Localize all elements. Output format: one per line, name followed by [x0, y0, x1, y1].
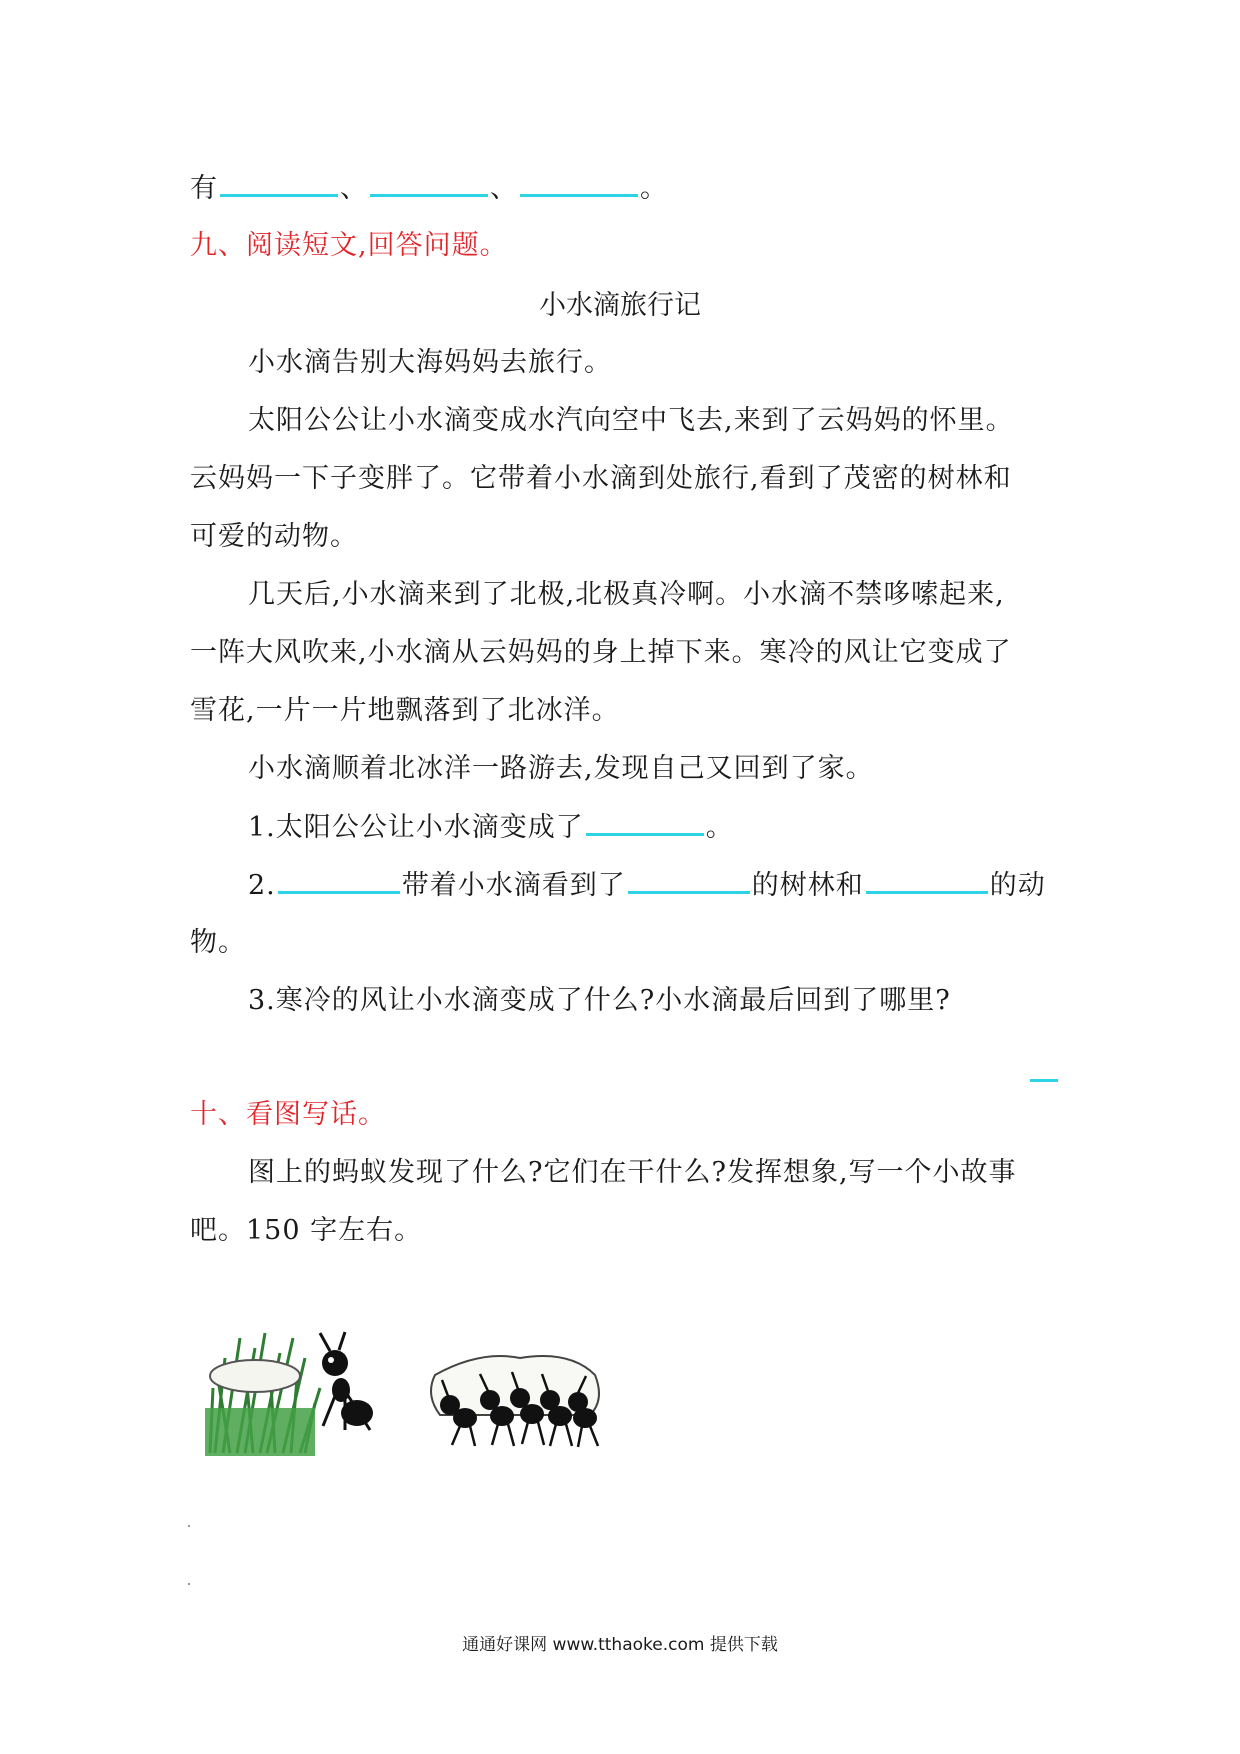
separator-1: 、: [340, 173, 368, 204]
paragraph-3-line-1: 几天后,小水滴来到了北极,北极真冷啊。小水滴不禁哆嗦起来,: [248, 579, 1005, 610]
question-3: 3.寒冷的风让小水滴变成了什么?小水滴最后回到了哪里?: [248, 985, 951, 1016]
answer-line-top: [190, 170, 668, 207]
paragraph-1: 小水滴告别大海妈妈去旅行。: [248, 347, 612, 378]
question-2-blank-2[interactable]: [628, 867, 750, 894]
question-2-text-2: 的树林和: [751, 870, 864, 901]
text-prefix: 有: [190, 173, 218, 204]
scan-speck: [188, 1583, 190, 1585]
paragraph-3-line-2: 一阵大风吹来,小水滴从云妈妈的身上掉下来。寒冷的风让它变成了: [190, 637, 1012, 668]
ants-carrying-bread-illustration: [420, 1330, 610, 1455]
question-2-line-2: 物。: [190, 927, 246, 958]
paragraph-2-line-3: 可爱的动物。: [190, 521, 358, 552]
separator-2: 、: [490, 173, 518, 204]
question-1-text: 1.太阳公公让小水滴变成了: [248, 812, 584, 843]
answer-line-short[interactable]: [1030, 1079, 1058, 1082]
paragraph-4: 小水滴顺着北冰洋一路游去,发现自己又回到了家。: [248, 753, 874, 784]
question-2-blank-3[interactable]: [866, 867, 988, 894]
question-2-blank-1[interactable]: [278, 867, 400, 894]
writing-prompt-line-2: 吧。150 字左右。: [190, 1215, 423, 1246]
question-2: [248, 867, 1046, 904]
passage-title: 小水滴旅行记: [539, 290, 701, 321]
question-1-blank[interactable]: [586, 809, 704, 836]
writing-prompt-line-1: 图上的蚂蚁发现了什么?它们在干什么?发挥想象,写一个小故事: [248, 1157, 1017, 1188]
period: 。: [640, 173, 668, 204]
blank-2[interactable]: [370, 170, 488, 197]
question-2-text-3: 的动: [989, 870, 1046, 901]
paragraph-3-line-3: 雪花,一片一片地飘落到了北冰洋。: [190, 695, 620, 726]
question-1-end: 。: [705, 812, 734, 843]
footer-watermark: 通通好课网 www.tthaoke.com 提供下载: [462, 1635, 778, 1655]
question-2-number: 2.: [248, 870, 276, 901]
section-9-heading: 九、阅读短文,回答问题。: [190, 230, 508, 261]
blank-3[interactable]: [520, 170, 638, 197]
section-10-heading: 十、看图写话。: [190, 1099, 386, 1130]
question-2-text-1: 带着小水滴看到了: [401, 870, 626, 901]
scan-speck: [188, 1525, 190, 1527]
ant-grass-illustration: [205, 1318, 405, 1458]
blank-1[interactable]: [220, 170, 338, 197]
paragraph-2-line-2: 云妈妈一下子变胖了。它带着小水滴到处旅行,看到了茂密的树林和: [190, 463, 1012, 494]
question-1: [248, 809, 734, 846]
paragraph-2-line-1: 太阳公公让小水滴变成水汽向空中飞去,来到了云妈妈的怀里。: [248, 405, 1014, 436]
